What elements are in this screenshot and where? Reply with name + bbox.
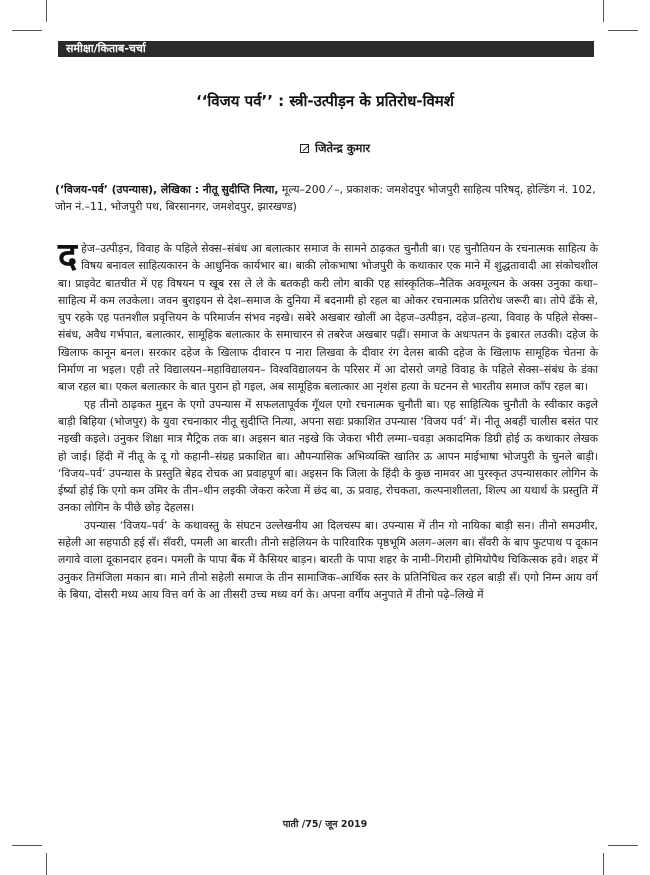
article-body: [58, 236, 598, 603]
book-bibliography: [55, 181, 601, 215]
pen-icon: [300, 144, 309, 153]
author-name: जितेन्द्र कुमार: [315, 141, 371, 155]
crop-mark: [603, 853, 604, 875]
paragraph-3: उपन्यास ‘विजय–पर्व’ के कथावस्तु के संघटन उल्लेखनीय आ दिलचस्प बा। उपन्यास में तीन गो नायिका बाड़ी सन। तीनो समउमीर, सहेली आ सहपाठी हई सँ। सँवरी, पमली आ बारती। तीनो सहेलियन के पारिवारिक पृष्ठभूमि अलग–अलग बा। सँवरी के बाप फुटपाथ प दूकान लगावे वाला दूकानदार हवन। पमली के पापा बैंक में कैसियर बाड़न। बारती के पापा शहर के नामी–गिरामी होमियोपैथ चिकित्सक हवे। शहर में उनुकर तिमंजिला मकान बा। माने तीनो सहेली समाज के तीन सामाजिक–आर्थिक स्तर के प्रतिनिधित्व कर रहल बाड़ी सँ। एगो निम्न आय वर्ग के बिया, दोसरी मध्य आय वित्त वर्ग के आ तीसरी उच्च मध्य वर्ग के। अपना वर्गीय अनुपाते में तीनो पढ़े–लिखे में: [58, 518, 598, 601]
crop-mark: [608, 30, 638, 31]
paragraph-1: [58, 236, 598, 396]
page-footer: पाती /75/ जून 2019: [282, 819, 368, 830]
crop-mark: [46, 0, 47, 22]
crop-mark: [608, 845, 638, 846]
book-title-author: (‘विजय-पर्व’ (उपन्यास), लेखिका : नीतू सुदीप्ति नित्या,: [55, 183, 279, 196]
section-tag: समीक्षा/किताब-चर्चा: [58, 41, 594, 57]
article-title: ‘‘विजय पर्व’’ : स्त्री-उत्पीड़न के प्रतिरोध-विमर्श: [196, 92, 454, 110]
paragraph-1-text: हेज–उत्पीड़न, विवाह के पहिले सेक्स–संबंध आ बलात्कार समाज के सामने ठाढ़कत चुनौती बा। एह चुनौतियन के रचनात्मक साहित्य के विषय बनावल साहित्यकारन के आधुनिक कार्यभार बा। बाकी लोकभाषा भोजपुरी के कथाकार एक माने में शुद्धतावादी आ संकोचशील बा। प्राइवेट बातचीत में एह विषयन प खूब रस ले ले के बतकही करी लोग बाकी एह सांस्कृतिक–नैतिक अवमूल्यन के अक्स उनुका कथा–साहित्य में कम लउकेला। जवन बुराइयन से देश–समाज के दुनिया में बदनामी हो रहल बा ओकर रचनात्मक प्रतिरोध जरूरी बा। तोपे ढँके से, चुप रहके एह पतनशील प्रवृत्तियन के परिमार्जन संभव नइखे। सबेरे अखबार खोलीं आ देहज–उत्पीड़न, दहेज–हत्या, विवाह के पहिले सेक्स–संबंध, अवैध गर्भपात, बलात्कार, सामूहिक बलात्कार के समाचारन से तबरेज अखबार पढ़ीं। समाज के अधःपतन के इबारत लउकी। दहेज के खिलाफ कानून बनल। सरकार दहेज के खिलाफ दीवारन प नारा लिखवा के दीवार रंग देलस बाकी दहेज के खिलाफ सामूहिक चेतना के निर्माण ना भइल। एही तरे विद्यालयन–महाविद्यालयन– विश्वविद्यालयन के परिसर में आ दोसरो जगहे विवाह के पहिले सेक्स–संबंध के डंका बाज रहल बा। एकल बलात्कार के बात पुरान हो गइल, अब सामूहिक बलात्कार आ नृशंस हत्या के घटनन से भारतीय समाज काँप रहल बा।: [58, 242, 598, 394]
drop-cap: द: [58, 236, 78, 277]
paragraph-2: एह तीनो ठाढ़कत मुद्दन के एगो उपन्यास में सफलतापूर्वक गूँथल एगो रचनात्मक चुनौती बा। एह साहित्यिक चुनौती के स्वीकार कइले बाड़ी बिहिया (भोजपुर) के युवा रचनाकार नीतू सुदीप्ति नित्या, अपना सद्यः प्रकाशित उपन्यास ‘विजय पर्व’ में। नीतू अबहीं चालीस बसंत पार नइखी कइले। उनुकर शिक्षा मात्र मैट्रिक तक बा। अइसन बात नइखे कि जेकरा भीरी लम्मा–चवड़ा अकादमिक डिग्री होई ऊ कथाकार लेखक हो जाई। हिंदी में नीतू के दू गो कहानी–संग्रह प्रकाशित बा। औपन्यासिक अभिव्यक्ति खातिर ऊ आपन माईभाषा भोजपुरी के चुनले बाड़ी। ‘विजय–पर्व’ उपन्यास के प्रस्तुति बेहद रोचक आ प्रवाहपूर्ण बा। अइसन कि जिला के हिंदी के कुछ नामवर आ पुरस्कृत उपन्यासकार लोगिन के ईर्ष्या होई कि एगो कम उमिर के तीन–थीन लइकी जेकरा करेजा में छंद बा, ऊ प्रवाह, रोचकता, कल्पनाशीलता, शिल्प आ यथार्थ के प्रस्तुति में उनका लोगिन के पीछे छोड़ देहलस।: [58, 397, 598, 515]
crop-mark: [12, 30, 42, 31]
book-publication-details: मूल्य–200 ⁄ –, प्रकाशक: जमशेदपुर भोजपुरी साहित्य परिषद्, होल्डिंग नं. 102, जोन नं.–11, भोजपुरी पथ, बिरसानगर, जमशेदपुर, झारखण्ड): [55, 183, 596, 213]
crop-mark: [12, 845, 42, 846]
crop-mark: [46, 853, 47, 875]
author-byline: [300, 141, 370, 156]
crop-mark: [603, 0, 604, 22]
